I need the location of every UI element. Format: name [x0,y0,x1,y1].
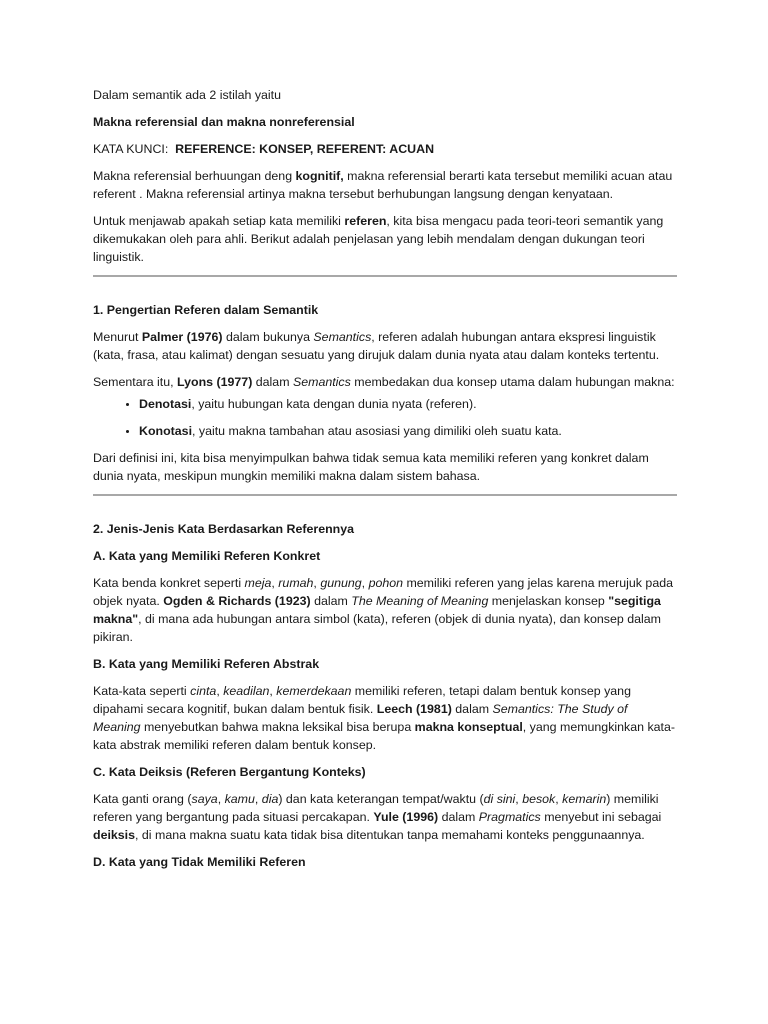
subsection-b-paragraph [93,682,677,754]
text-run-italic: saya [191,792,218,806]
list-item [139,395,677,413]
text-run: , [217,792,225,806]
text-run-bold: makna konseptual [414,720,523,734]
subsection-b-heading [93,655,677,673]
section-1-heading [93,301,677,319]
text-run: menyebutkan bahwa makna leksikal bisa berupa [140,720,415,734]
text-run-bold: referen [344,214,387,228]
text-run-italic: Pragmatics [478,810,541,824]
keyword-line [93,140,677,158]
intro-paragraph-1 [93,167,677,203]
subsection-c-paragraph [93,790,677,844]
text-run-bold: kognitif, [295,169,344,183]
list-item-text: , yaitu hubungan kata dengan dunia nyata (referen). [191,397,477,411]
text-run-italic: kemarin [562,792,607,806]
text-run: , di mana ada hubungan antara simbol (kata), referen (objek di dunia nyata), dan konsep dalam pikiran. [93,612,661,644]
subsection-c-heading [93,763,677,781]
bullet-list [93,395,677,440]
text-run-italic: gunung [320,576,362,590]
text-run-italic: di sini [483,792,516,806]
text-run: Sementara itu, [93,375,178,389]
text-run: , di mana makna suatu kata tidak bisa ditentukan tanpa memahami konteks penggunaannya. [135,828,645,842]
list-item-term: Konotasi [139,424,193,438]
text-run: , [269,684,277,698]
text-run-italic: cinta [190,684,217,698]
section-2-heading-text: 2. Jenis-Jenis Kata Berdasarkan Referennya [93,522,355,536]
text-run-italic: rumah [278,576,314,590]
subsection-c-heading-text: C. Kata Deiksis (Referen Bergantung Konteks) [93,765,366,779]
text-run-italic: Semantics [292,375,351,389]
text-run-italic: keadilan [223,684,270,698]
text-run-italic: pohon [368,576,404,590]
subsection-b-heading-text: B. Kata yang Memiliki Referen Abstrak [93,657,320,671]
text-run: Kata ganti orang ( [93,792,192,806]
text-run: ) memiliki referen yang bergantung pada situasi percakapan. [93,792,659,824]
text-run: , [555,792,563,806]
text-run-italic: Semantics [313,330,372,344]
text-run-italic: dia [261,792,279,806]
list-item [139,422,677,440]
list-item-text: , yaitu makna tambahan atau asosiasi yang dimiliki oleh suatu kata. [192,424,562,438]
text-run: dalam [252,375,293,389]
section-2-heading [93,520,677,538]
intro-paragraph-2 [93,212,677,266]
doc-title [93,113,677,131]
text-run: memiliki referen yang jelas karena merujuk pada objek nyata. [93,576,673,608]
text-run: menyebut ini sebagai [540,810,662,824]
text-run: Untuk menjawab apakah setiap kata memiliki [93,214,345,228]
text-run-italic: kemerdekaan [276,684,352,698]
text-run-bold: Leech (1981) [376,702,452,716]
text-run: , yang memungkinkan kata-kata abstrak memiliki referen dalam bentuk konsep. [93,720,676,752]
horizontal-rule [93,494,677,496]
text-run: Menurut [93,330,142,344]
text-run-italic: kamu [224,792,255,806]
text-run: membedakan dua konsep utama dalam hubungan makna: [350,375,675,389]
text-run-bold: deiksis [93,828,136,842]
text-run: ) dan kata keterangan tempat/waktu ( [278,792,484,806]
section-1-heading-text: 1. Pengertian Referen dalam Semantik [93,303,319,317]
text-run: , [515,792,523,806]
subsection-a-paragraph [93,574,677,646]
text-run: , [216,684,224,698]
subsection-d-heading-text: D. Kata yang Tidak Memiliki Referen [93,855,306,869]
text-run: , kita bisa mengacu pada teori-teori semantik yang dikemukakan oleh para ahli. Berikut adalah penjelasan yang lebih mendalam dengan dukungan teori linguistik. [93,214,664,264]
text-run: dalam bukunya [222,330,314,344]
text-run-italic: besok [522,792,556,806]
text-run-italic: The Meaning of Meaning [351,594,489,608]
horizontal-rule [93,275,677,277]
text-run-bold: Palmer (1976) [141,330,223,344]
text-run-bold: "segitiga makna" [93,594,661,626]
subsection-a-heading [93,547,677,565]
intro-line: Dalam semantik ada 2 istilah yaitu [93,88,282,102]
subsection-a-heading-text: A. Kata yang Memiliki Referen Konkret [93,549,321,563]
text-run: makna referensial berarti kata tersebut memiliki acuan atau referent . Makna referensial artinya makna tersebut berhubungan langsung dengan kenyataan. [93,169,673,201]
text-run-italic: Semantics: The Study of Meaning [93,702,628,734]
section-1-paragraph-2 [93,373,677,391]
text-run: , referen adalah hubungan antara ekspresi linguistik (kata, frasa, atau kalimat) dengan sesuatu yang dirujuk dalam dunia nyata atau dalam konteks tertentu. [93,330,660,362]
section-1-paragraph-1 [93,328,677,364]
subsection-d-heading [93,853,677,871]
text-run: memiliki referen, tetapi dalam bentuk konsep yang dipahami secara kognitif, bukan dalam bentuk fisik. [93,684,631,716]
document-page [93,86,677,880]
text-run: Kata benda konkret seperti [93,576,245,590]
keyword-value: REFERENCE: KONSEP, REFERENT: ACUAN [175,142,435,156]
text-run-bold: Lyons (1977) [177,375,253,389]
text-run-italic: meja [244,576,272,590]
text-run: , [254,792,262,806]
text-run-bold: Ogden & Richards (1923) [163,594,311,608]
text-run: Kata-kata seperti [93,684,191,698]
text-run: dalam [310,594,352,608]
text-run: dalam [438,810,479,824]
text-run: , [271,576,279,590]
text-run: , [361,576,369,590]
text-run: menjelaskan konsep [488,594,609,608]
section-1-paragraph-3: Dari definisi ini, kita bisa menyimpulkan bahwa tidak semua kata memiliki referen yang konkret dalam dunia nyata, meskipun mungkin memiliki makna dalam sistem bahasa. [93,451,649,483]
doc-title-text: Makna referensial dan makna nonreferensial [93,115,355,129]
text-run-bold: Yule (1996) [373,810,439,824]
text-run: Makna referensial berhuungan deng [93,169,296,183]
list-item-term: Denotasi [139,397,192,411]
keyword-label: KATA KUNCI: [93,142,176,156]
text-run: , [313,576,321,590]
text-run: dalam [451,702,493,716]
